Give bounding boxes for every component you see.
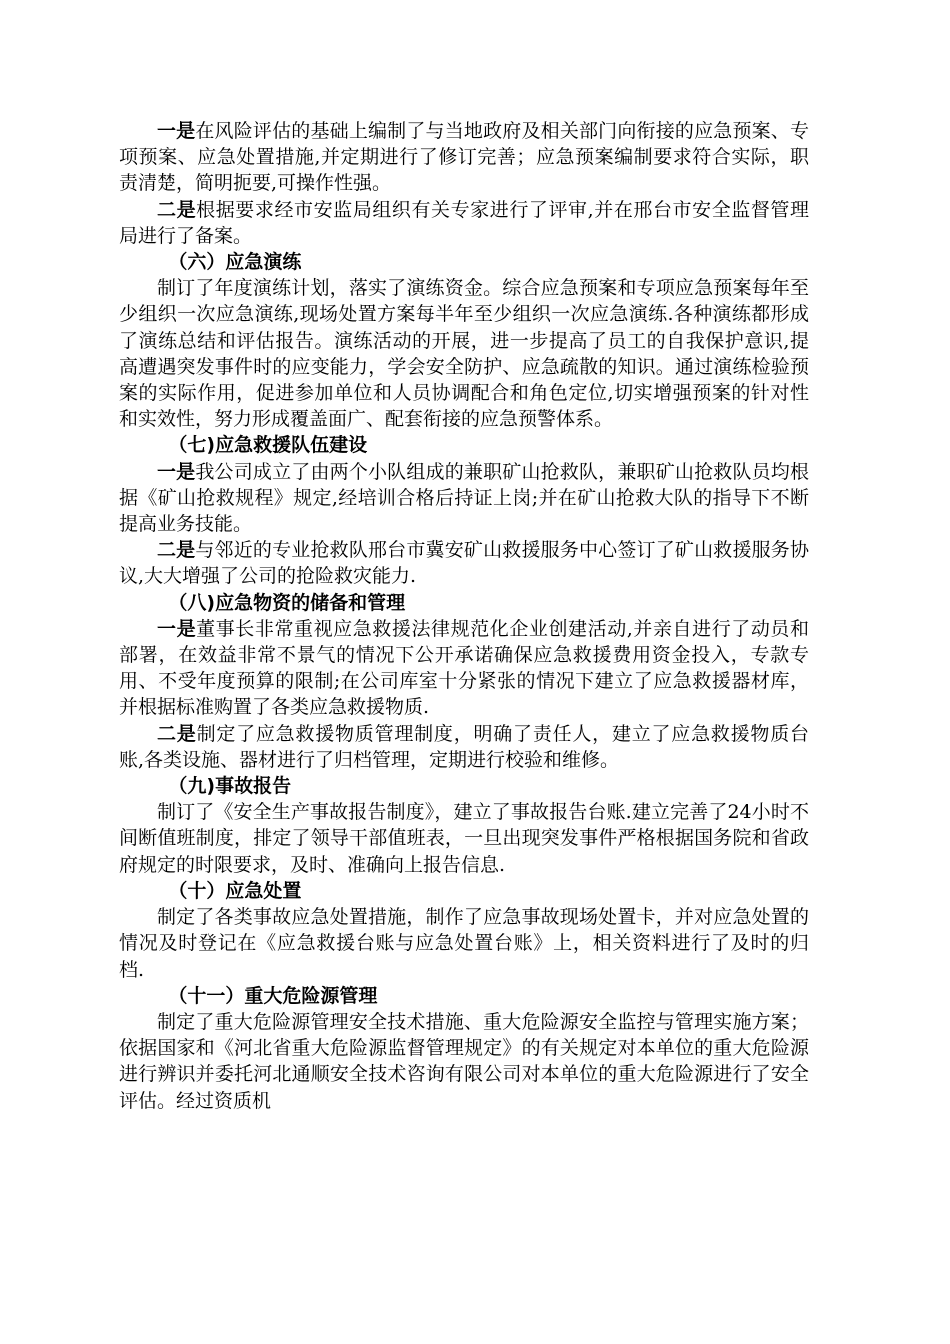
paragraph-text: 在风险评估的基础上编制了与当地政府及相关部门向衔接的应急预案、专项预案、应急处置措施,并定期进行了修订完善；应急预案编制要求符合实际，职责清楚，简明扼要,可操作性强。 — [119, 120, 809, 195]
paragraph-lead: 二是 — [157, 539, 196, 562]
paragraph-plan-review — [119, 197, 809, 249]
section-heading-rescue-team: （七)应急救援队伍建设 — [168, 434, 368, 457]
section-heading-emergency-drill: （六）应急演练 — [168, 251, 302, 274]
paragraph-text: 制定了重大危险源管理安全技术措施、重大危险源安全监控与管理实施方案；依据国家和《河北省重大危险源监督管理规定》的有关规定对本单位的重大危险源进行辨识并委托河北通顺安全技术咨询有限公司对本单位的重大危险源进行了安全评估。经过资质机 — [119, 1010, 809, 1112]
paragraph-major-hazard — [119, 1009, 809, 1114]
paragraph-drill — [119, 275, 809, 432]
paragraph-text: 制订了《安全生产事故报告制度》，建立了事故报告台账.建立完善了24小时不间断值班制度，排定了领导干部值班表，一旦出现突发事件严格根据国务院和省政府规定的时限要求，及时、准确向上报告信息. — [119, 801, 809, 876]
paragraph-plan-compilation — [119, 118, 809, 197]
paragraph-text: 董事长非常重视应急救援法律规范化企业创建活动,并亲自进行了动员和部署，在效益非常不景气的情况下公开承诺确保应急救援费用资金投入，专款专用、不受年度预算的限制;在公司库室十分紧张的情况下建立了应急救援器材库，并根据标准购置了各类应急救援物质. — [119, 617, 809, 719]
paragraph-materials-1 — [119, 616, 809, 721]
paragraph-text: 制定了应急救援物质管理制度，明确了责任人，建立了应急救援物质台账,各类设施、器材进行了归档管理，定期进行校验和维修。 — [119, 722, 809, 771]
paragraph-lead: 一是 — [157, 617, 197, 640]
section-heading-major-hazard: （十一）重大危险源管理 — [168, 984, 378, 1007]
paragraph-text: 我公司成立了由两个小队组成的兼职矿山抢救队，兼职矿山抢救队员均根据《矿山抢救规程》规定,经培训合格后持证上岗;并在矿山抢救大队的指导下不断提高业务技能。 — [119, 460, 809, 536]
paragraph-emergency-response — [119, 904, 809, 983]
section-heading-emergency-response: （十）应急处置 — [168, 879, 302, 902]
paragraph-lead: 一是 — [157, 460, 196, 483]
paragraph-accident-report — [119, 799, 809, 878]
paragraph-rescue-team-1 — [119, 459, 809, 538]
document-body — [119, 118, 809, 1114]
section-heading-accident-report: （九)事故报告 — [168, 775, 292, 798]
paragraph-rescue-team-2 — [119, 537, 809, 589]
paragraph-lead: 一是 — [157, 120, 196, 142]
paragraph-lead: 二是 — [157, 198, 197, 221]
section-heading-materials: （八)应急物资的储备和管理 — [168, 591, 406, 614]
paragraph-text: 根据要求经市安监局组织有关专家进行了评审,并在邢台市安全监督管理局进行了备案。 — [119, 198, 809, 247]
paragraph-materials-2 — [119, 721, 809, 773]
paragraph-lead: 二是 — [157, 722, 197, 745]
paragraph-text: 制定了各类事故应急处置措施，制作了应急事故现场处置卡，并对应急处置的情况及时登记在《应急救援台账与应急处置台账》上，相关资料进行了及时的归档. — [119, 906, 809, 981]
paragraph-text: 与邻近的专业抢救队邢台市冀安矿山救援服务中心签订了矿山救援服务协议,大大增强了公司的抢险救灾能力. — [119, 539, 809, 588]
paragraph-text: 制订了年度演练计划，落实了演练资金。综合应急预案和专项应急预案每年至少组织一次应急演练,现场处置方案每半年至少组织一次应急演练.各种演练都形成了演练总结和评估报告。演练活动的开展，进一步提高了员工的自我保护意识,提高遭遇突发事件时的应变能力，学会安全防护、应急疏散的知识。通过演练检验预案的实际作用，促进参加单位和人员协调配合和角色定位,切实增强预案的针对性和实效性，努力形成覆盖面广、配套衔接的应急预警体系。 — [119, 277, 809, 431]
